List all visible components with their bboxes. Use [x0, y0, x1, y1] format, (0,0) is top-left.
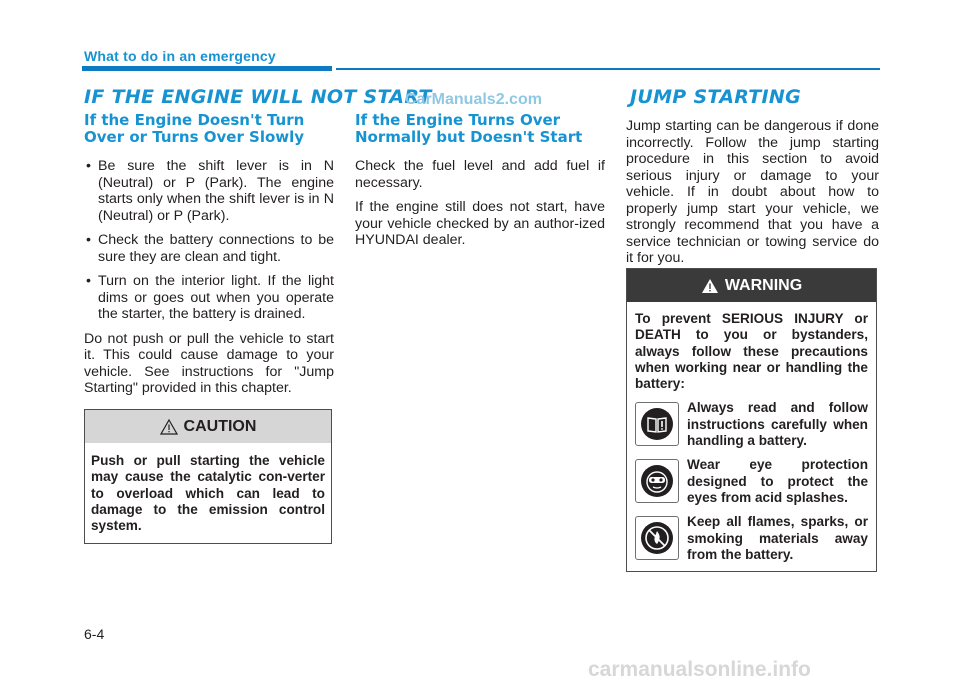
column-middle	[355, 112, 605, 257]
dealer-paragraph: If the engine still does not start, have your vehicle checked by an author-ized HYUNDAI dealer.	[355, 199, 605, 248]
watermark-link[interactable]: CarManuals2.com	[405, 91, 542, 108]
caution-text: Push or pull starting the vehicle may cause the catalytic con-verter to overload which can lead to damage to the emission control system.	[91, 453, 325, 534]
jump-starting-heading: JUMP STARTING	[630, 86, 802, 108]
jump-intro-paragraph: Jump starting can be dangerous if done incorrectly. Follow the jump starting procedure in this section to avoid serious injury or damage to your vehicle. If in doubt about how to properly jump start your vehicle, we strongly recommend that you have a service technician or towing service do it for you.	[626, 118, 879, 266]
page-number: 6-4	[84, 626, 105, 642]
caution-triangle-icon	[160, 419, 178, 435]
warning-item-read-instructions	[627, 400, 876, 449]
column-left	[84, 112, 334, 405]
caution-header	[85, 410, 331, 443]
no-flame-icon	[635, 516, 679, 560]
section-title: What to do in an emergency	[84, 48, 276, 64]
engine-wont-start-heading: IF THE ENGINE WILL NOT START	[84, 86, 432, 108]
warning-triangle-icon	[701, 278, 719, 294]
header-rule-thick	[82, 66, 332, 71]
warning-item-text: Keep all flames, sparks, or smoking materials away from the battery.	[687, 514, 868, 562]
eye-protection-icon	[635, 459, 679, 503]
caution-box	[84, 409, 332, 544]
warning-item-eye-protection	[627, 457, 876, 506]
subheading-turns-over-normally: If the Engine Turns Over Normally but Doesn't Start	[355, 111, 583, 146]
footer-watermark[interactable]: carmanualsonline.info	[588, 658, 811, 681]
push-pull-paragraph: Do not push or pull the vehicle to start it. This could cause damage to your vehicle. See instructions for "Jump Starting" provided in this chapter.	[84, 330, 334, 396]
column-right	[626, 118, 879, 275]
warning-item-no-flames	[627, 514, 876, 563]
manual-book-icon	[635, 402, 679, 446]
warning-label: WARNING	[724, 276, 803, 294]
fuel-paragraph: Check the fuel level and add fuel if necessary.	[355, 158, 605, 191]
warning-header	[627, 269, 876, 302]
header-rule-thin	[336, 68, 880, 70]
subheading-doesnt-turn-over: If the Engine Doesn't Turn Over or Turns Over Slowly	[84, 111, 305, 146]
caution-label: CAUTION	[183, 417, 257, 435]
list-item: • Be sure the shift lever is in N (Neutral) or P (Park). The engine starts only when the shift lever is in N (Neutral) or P (Park).	[84, 158, 334, 224]
warning-item-text: Always read and follow instructions carefully when handling a battery.	[687, 400, 868, 449]
warning-box	[626, 268, 877, 572]
warning-item-text: Wear eye protection designed to protect the eyes from acid splashes.	[687, 457, 868, 505]
checklist	[84, 158, 334, 323]
warning-intro-text: To prevent SERIOUS INJURY or DEATH to you or bystanders, always follow these precautions when working near or handling the battery:	[635, 311, 868, 392]
list-item: • Turn on the interior light. If the light dims or goes out when you operate the starter, the battery is drained.	[84, 273, 334, 323]
list-item: • Check the battery connections to be sure they are clean and tight.	[84, 232, 334, 265]
